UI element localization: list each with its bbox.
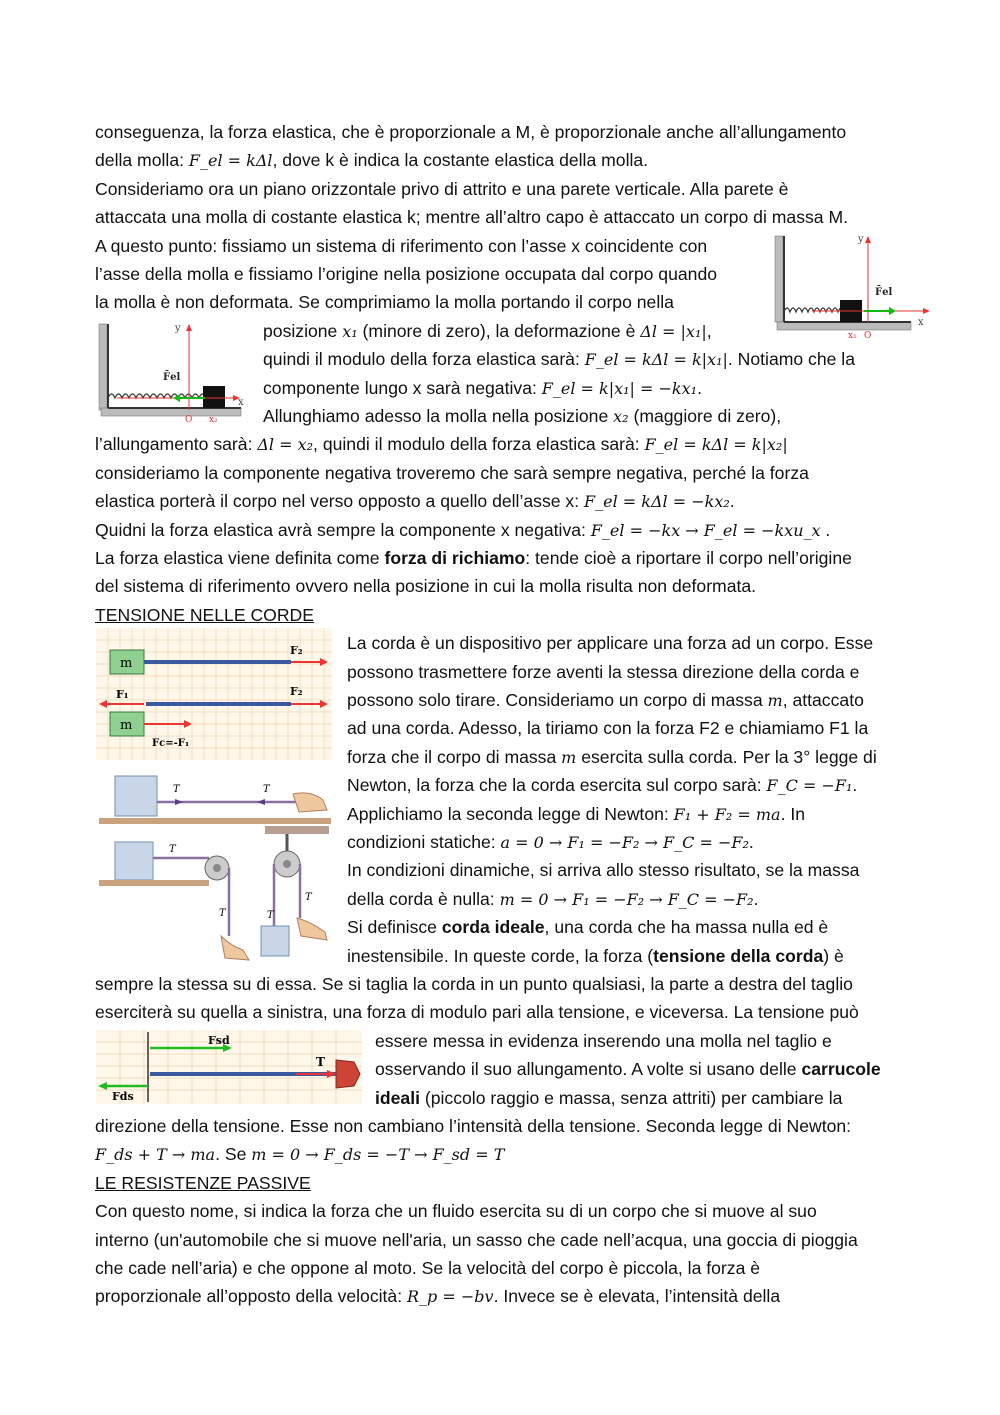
force-label: F₁ [116, 688, 129, 701]
text-line: consideriamo la componente negativa troveremo che sarà sempre negativa, perché la forza [95, 463, 809, 483]
text-line: che cade nell’aria) e che oppone al moto. Se la velocità del corpo è piccola, la forza è [95, 1258, 761, 1278]
spring-diagram-compressed [772, 232, 932, 344]
text-line: ad una corda. Adesso, la tiriamo con la forza F2 e chiamiamo F1 la [347, 718, 869, 738]
tension-label: T [169, 844, 176, 855]
text-line: forza che il corpo di massa m esercita sulla corda. Per la 3° legge di [347, 747, 877, 767]
text-line: componente lungo x sarà negativa: F_el = k|x₁| = −kx₁. [263, 378, 702, 398]
text-line: conseguenza, la forza elastica, che è proporzionale a M, è proporzionale anche all’allungamento [95, 122, 847, 142]
text-line: osservando il suo allungamento. A volte si usano delle carrucole [375, 1059, 881, 1079]
force-label: Fds [112, 1090, 134, 1103]
text-line: La corda è un dispositivo per applicare una forza ad un corpo. Esse [347, 633, 874, 653]
text-line: quindi il modulo della forza elastica sarà: F_el = kΔl = k|x₁|. Notiamo che la [263, 349, 856, 369]
spring-diagram-stretched [97, 318, 252, 426]
text-line: della corda è nulla: m = 0 → F₁ = −F₂ → F_C = −F₂. [347, 889, 759, 909]
text-line: direzione della tensione. Esse non cambiano l’intensità della tensione. Seconda legge di Newton: [95, 1116, 852, 1136]
origin-label: O [864, 331, 872, 341]
axis-label-x: x [918, 317, 924, 328]
text-line: interno (un'automobile che si muove nell'aria, un sasso che cade nell’acqua, una goccia di pioggia [95, 1230, 858, 1250]
text-line: eserciterà su quella a sinistra, una forza di modulo pari alla tensione, e viceversa. La tensione può [95, 1002, 859, 1022]
text-line: sempre la stessa su di essa. Se si taglia la corda in un punto qualsiasi, la parte a destra del taglio [95, 974, 853, 994]
position-label: x₁ [848, 331, 857, 341]
text-line: Allunghiamo adesso la molla nella posizione x₂ (maggiore di zero), [263, 406, 782, 426]
axis-label-y: y [175, 323, 181, 334]
force-label: Fc=-F₁ [152, 738, 190, 749]
text-line: possono solo tirare. Consideriamo un corpo di massa m, attaccato [347, 690, 864, 710]
cut-rope-diagram [96, 1030, 362, 1104]
text-line: Newton, la forza che la corda esercita sul corpo sarà: F_C = −F₁. [347, 775, 858, 795]
text-line: La forza elastica viene definita come forza di richiamo: tende cioè a riportare il corpo nell’origine [95, 548, 852, 568]
force-label: F̄el [163, 372, 181, 383]
mass-label: m [120, 718, 133, 733]
tension-label: T [173, 784, 180, 795]
text-line: F_ds + T → ma. Se m = 0 → F_ds = −T → F_sd = T [95, 1144, 505, 1164]
tension-label: T [316, 1055, 325, 1069]
axis-label-x: x [238, 397, 244, 408]
force-label: Fsd [208, 1034, 230, 1047]
tension-label: T [305, 892, 312, 903]
text-line: Con questo nome, si indica la forza che un fluido esercita su di un corpo che si muove al suo [95, 1201, 817, 1221]
text-line: proporzionale all’opposto della velocità: R_p = −bv. Invece se è elevata, l’intensità della [95, 1286, 781, 1306]
text-line: l’allungamento sarà: Δl = x₂, quindi il modulo della forza elastica sarà: F_el = kΔl = k|x₂| [95, 434, 788, 454]
text-line: Consideriamo ora un piano orizzontale privo di attrito e una parete verticale. Alla parete è [95, 179, 789, 199]
tension-label: T [267, 910, 274, 921]
text-line: attaccata una molla di costante elastica k; mentre all’altro capo è attaccato un corpo di massa M. [95, 207, 849, 227]
text-line: del sistema di riferimento ovvero nella posizione in cui la molla risulta non deformata. [95, 576, 757, 596]
force-label: F₂ [290, 644, 303, 657]
rope-forces-diagram [96, 628, 332, 760]
text-line: essere messa in evidenza inserendo una molla nel taglio e [375, 1031, 832, 1051]
section-heading: TENSIONE NELLE CORDE [95, 605, 314, 625]
text-line: Applichiamo la seconda legge di Newton: F₁ + F₂ = ma. In [347, 804, 806, 824]
text-line: A questo punto: fissiamo un sistema di riferimento con l’asse x coincidente con [95, 236, 708, 256]
text-line: l’asse della molla e fissiamo l’origine nella posizione occupata dal corpo quando [95, 264, 718, 284]
text-line: la molla è non deformata. Se comprimiamo la molla portando il corpo nella [95, 292, 674, 312]
force-label: F₂ [290, 685, 303, 698]
text-line: Si definisce corda ideale, una corda che ha massa nulla ed è [347, 917, 829, 937]
tension-label: T [219, 908, 226, 919]
tension-pulley-illustration [97, 768, 331, 964]
force-label: F̄el [875, 287, 893, 298]
axis-label-y: y [858, 234, 864, 245]
text-line: inestensibile. In queste corde, la forza (tensione della corda) è [347, 946, 844, 966]
text-line: elastica porterà il corpo nel verso opposto a quello dell’asse x: F_el = kΔl = −kx₂. [95, 491, 735, 511]
position-label: x₂ [209, 415, 218, 425]
mass-label: m [120, 656, 133, 671]
origin-label: O [185, 415, 193, 425]
text-line: condizioni statiche: a = 0 → F₁ = −F₂ → F_C = −F₂. [347, 832, 754, 852]
text-line: possono trasmettere forze aventi la stessa direzione della corda e [347, 662, 860, 682]
text-line: ideali (piccolo raggio e massa, senza attriti) per cambiare la [375, 1088, 843, 1108]
text-line: Quidni la forza elastica avrà sempre la componente x negativa: F_el = −kx → F_el = −kxu_x . [95, 520, 831, 540]
text-line: della molla: F_el = kΔl, dove k è indica la costante elastica della molla. [95, 150, 649, 170]
tension-label: T [263, 784, 270, 795]
text-line: posizione x₁ (minore di zero), la deformazione è Δl = |x₁|, [263, 321, 712, 341]
text-line: In condizioni dinamiche, si arriva allo stesso risultato, se la massa [347, 860, 860, 880]
section-heading: LE RESISTENZE PASSIVE [95, 1173, 311, 1193]
